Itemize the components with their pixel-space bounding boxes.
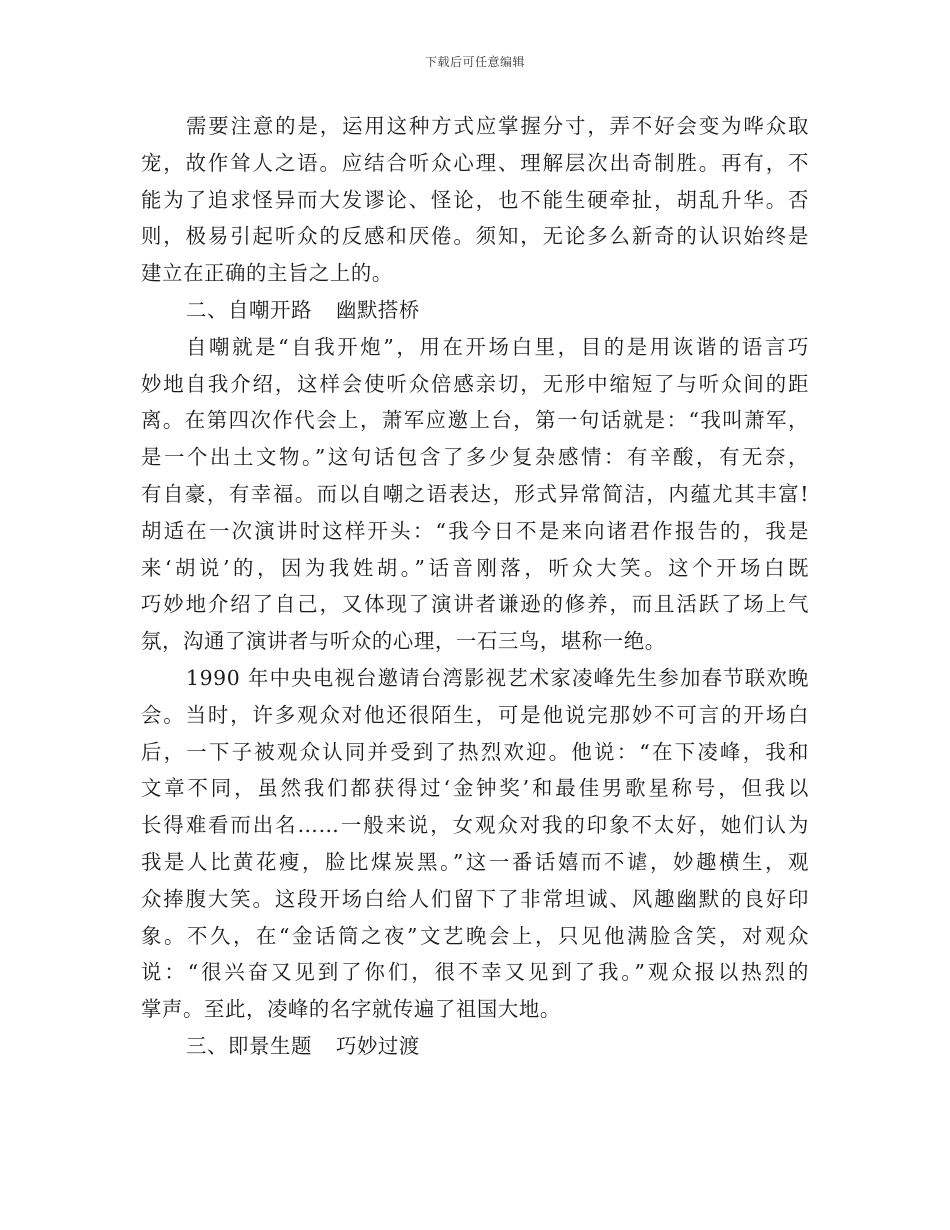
paragraph-line: 是一个出土文物。”这句话包含了多少复杂感情：有辛酸，有无奈， — [141, 445, 809, 470]
document-body — [141, 108, 809, 1065]
paragraph-line: 离。在第四次作代会上，萧军应邀上台，第一句话就是：“我叫萧军， — [141, 408, 809, 433]
paragraph-line: 众捧腹大笑。这段开场白给人们留下了非常坦诚、风趣幽默的良好印 — [141, 886, 809, 911]
paragraph-line: 后，一下子被观众认同并受到了热烈欢迎。他说：“在下凌峰，我和 — [141, 739, 809, 764]
section-heading-part: 幽默搭桥 — [335, 297, 420, 322]
paragraph-line: 则，极易引起听众的反感和厌倦。须知，无论多么新奇的认识始终是 — [141, 224, 809, 249]
section-heading-part: 三、即景生题 — [186, 1033, 312, 1058]
paragraph-line: 需要注意的是，运用这种方式应掌握分寸，弄不好会变为哗众取 — [186, 114, 809, 138]
paragraph-line: 来‘胡说’的，因为我姓胡。”话音刚落，听众大笑。这个开场白既 — [141, 555, 809, 580]
section-heading-part: 二、自嘲开路 — [186, 297, 312, 322]
paragraph-line: 掌声。至此，凌峰的名字就传遍了祖国大地。 — [141, 997, 561, 1022]
paragraph-line: 说：“很兴奋又见到了你们，很不幸又见到了我。”观众报以热烈的 — [141, 960, 809, 985]
paragraph-line: 妙地自我介绍，这样会使听众倍感亲切，无形中缩短了与听众间的距 — [141, 371, 809, 396]
paragraph-line: 建立在正确的主旨之上的。 — [141, 261, 393, 286]
paragraph-line: 长得难看而出名……一般来说，女观众对我的印象不太好，她们认为 — [141, 813, 809, 838]
paragraph-line: 能为了追求怪异而大发谬论、怪论，也不能生硬牵扯，胡乱升华。否 — [141, 187, 809, 212]
paragraph-line: 自嘲就是“自我开炮”，用在开场白里，目的是用诙谐的语言巧 — [186, 334, 809, 359]
paragraph-line: 1990 年中央电视台邀请台湾影视艺术家凌峰先生参加春节联欢晚 — [186, 665, 809, 690]
paragraph-line: 宠，故作耸人之语。应结合听众心理、理解层次出奇制胜。再有，不 — [141, 150, 809, 175]
page-header: 下载后可任意编辑 — [424, 55, 525, 69]
section-heading — [141, 1028, 809, 1065]
section-heading-part: 巧妙过渡 — [335, 1033, 420, 1058]
paragraph-line: 胡适在一次演讲时这样开头：“我今日不是来向诸君作报告的，我是 — [141, 518, 809, 543]
paragraph-line: 我是人比黄花瘦，脸比煤炭黑。”这一番话嬉而不谑，妙趣横生，观 — [141, 849, 809, 874]
paragraph-line: 巧妙地介绍了自己，又体现了演讲者谦逊的修养，而且活跃了场上气 — [141, 592, 809, 617]
paragraph-line: 文章不同，虽然我们都获得过‘金钟奖’和最佳男歌星称号，但我以 — [141, 776, 809, 801]
section-heading — [141, 292, 809, 329]
paragraph-line: 有自豪，有幸福。而以自嘲之语表达，形式异常简洁，内蕴尤其丰富! — [141, 481, 809, 506]
paragraph-line: 象。不久，在“金话筒之夜”文艺晚会上，只见他满脸含笑，对观众 — [141, 923, 809, 948]
paragraph-line: 氛，沟通了演讲者与听众的心理，一石三鸟，堪称一绝。 — [141, 629, 666, 654]
paragraph-line: 会。当时，许多观众对他还很陌生，可是他说完那妙不可言的开场白 — [141, 702, 809, 727]
